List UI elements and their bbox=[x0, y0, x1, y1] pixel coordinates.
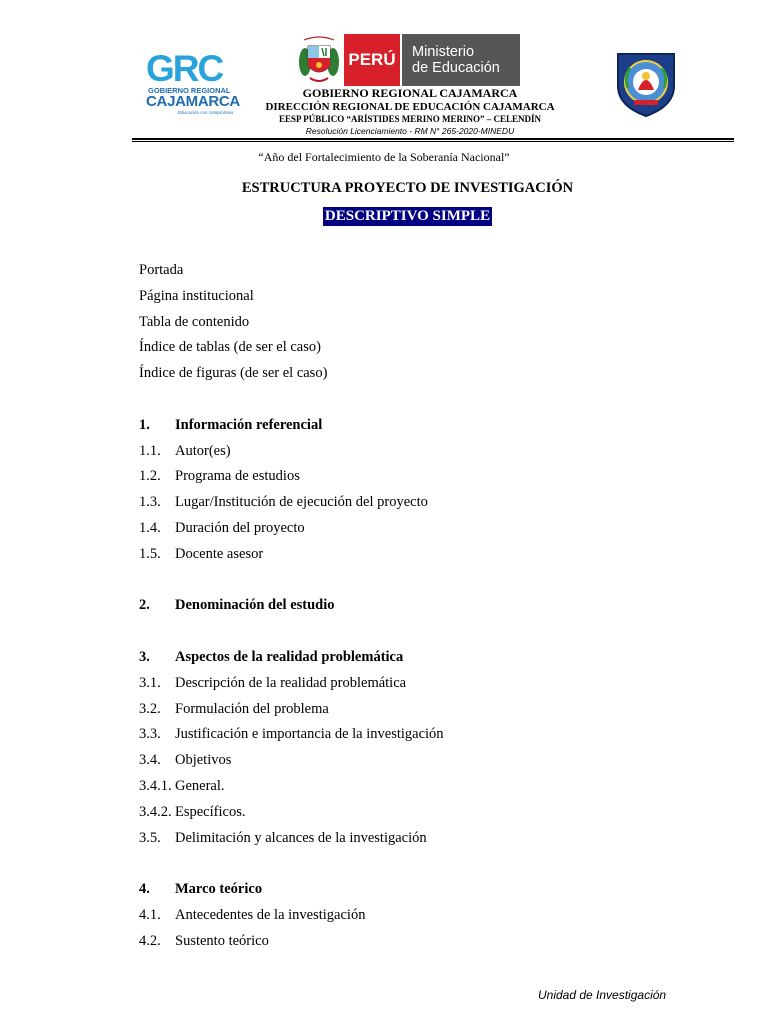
subsection-item bbox=[139, 905, 699, 931]
subsection-item bbox=[139, 802, 699, 828]
subsection-number: 1.2. bbox=[139, 468, 161, 485]
subsection-item bbox=[139, 673, 699, 699]
ministry-label bbox=[402, 34, 520, 86]
subsection-number: 3.1. bbox=[139, 674, 161, 691]
subsection-text: Duración del proyecto bbox=[175, 519, 305, 536]
subsection-number: 3.2. bbox=[139, 700, 161, 717]
subsection-text: Docente asesor bbox=[175, 545, 264, 562]
ministry-banner bbox=[296, 34, 520, 86]
front-matter-text: Índice de figuras (de ser el caso) bbox=[139, 365, 328, 382]
section-number: 1. bbox=[139, 416, 150, 433]
section-number: 2. bbox=[139, 597, 150, 614]
subsection-number: 1.3. bbox=[139, 494, 161, 511]
subsection-item bbox=[139, 828, 699, 854]
subsection-item bbox=[139, 931, 699, 957]
grc-logo-line2: CAJAMARCA bbox=[146, 93, 240, 110]
front-matter-text: Portada bbox=[139, 262, 184, 278]
header-divider bbox=[132, 138, 734, 140]
spacer bbox=[139, 389, 699, 415]
header-divider-thin bbox=[132, 141, 734, 142]
year-motto: “Año del Fortalecimiento de la Soberanía Nacional” bbox=[258, 150, 510, 164]
front-matter-item bbox=[139, 286, 699, 312]
subsection-number: 1.5. bbox=[139, 545, 161, 562]
subsection-item bbox=[139, 544, 699, 570]
front-matter-item bbox=[139, 363, 699, 389]
document-subtitle-wrap bbox=[0, 207, 768, 226]
subsection-text: Específicos. bbox=[175, 803, 246, 820]
subsection-text: Lugar/Institución de ejecución del proyecto bbox=[175, 494, 428, 511]
institution-line-1: GOBIERNO REGIONAL CAJAMARCA bbox=[302, 86, 518, 100]
subsection-text: Descripción de la realidad problemática bbox=[175, 674, 407, 691]
ministry-label-line1: Ministerio bbox=[412, 44, 475, 60]
subsection-item bbox=[139, 441, 699, 467]
section-title: Aspectos de la realidad problemática bbox=[175, 648, 404, 665]
subsection-item bbox=[139, 776, 699, 802]
subsection-number: 3.3. bbox=[139, 726, 161, 743]
subsection-number: 3.4. bbox=[139, 752, 161, 769]
section-heading bbox=[139, 879, 699, 905]
subsection-item bbox=[139, 750, 699, 776]
structure-outline bbox=[139, 260, 699, 957]
subsection-text: General. bbox=[175, 777, 225, 794]
subsection-number: 4.1. bbox=[139, 906, 161, 923]
front-matter-text: Página institucional bbox=[139, 287, 254, 304]
subsection-text: Formulación del problema bbox=[175, 700, 329, 717]
subsection-number: 1.1. bbox=[139, 442, 161, 459]
front-matter-text: Índice de tablas (de ser el caso) bbox=[139, 339, 321, 356]
subsection-number: 3.4.1. bbox=[139, 777, 172, 794]
section-heading bbox=[139, 595, 699, 621]
subsection-number: 4.2. bbox=[139, 932, 161, 949]
section-number: 4. bbox=[139, 881, 150, 898]
section-title: Información referencial bbox=[175, 416, 323, 433]
subsection-text: Delimitación y alcances de la investigación bbox=[175, 829, 427, 846]
section-heading bbox=[139, 415, 699, 441]
school-emblem-icon bbox=[614, 48, 678, 118]
subsection-item bbox=[139, 466, 699, 492]
subsection-text: Autor(es) bbox=[175, 442, 231, 459]
grc-logo-tagline: Educación con compromiso bbox=[178, 110, 234, 115]
institution-line-2: DIRECCIÓN REGIONAL DE EDUCACIÓN CAJAMARCA bbox=[265, 101, 555, 113]
front-matter-item bbox=[139, 312, 699, 338]
front-matter-item bbox=[139, 260, 699, 286]
section-heading bbox=[139, 647, 699, 673]
institution-resolution: Resolución Licenciamiento - RM N° 265-2020-MINEDU bbox=[305, 126, 515, 136]
subsection-text: Programa de estudios bbox=[175, 468, 300, 485]
subsection-number: 3.4.2. bbox=[139, 803, 172, 820]
spacer bbox=[139, 621, 699, 647]
subsection-number: 1.4. bbox=[139, 519, 161, 536]
spacer bbox=[139, 853, 699, 879]
subsection-number: 3.5. bbox=[139, 829, 161, 846]
subsection-text: Antecedentes de la investigación bbox=[175, 906, 366, 923]
front-matter-text: Tabla de contenido bbox=[139, 313, 250, 330]
subsection-item bbox=[139, 518, 699, 544]
subsection-item bbox=[139, 492, 699, 518]
subsection-text: Objetivos bbox=[175, 752, 232, 769]
document-subtitle: DESCRIPTIVO SIMPLE bbox=[324, 208, 491, 224]
page-footer: Unidad de Investigación bbox=[538, 988, 667, 1002]
ministry-label-line2: de Educación bbox=[412, 60, 500, 76]
front-matter-item bbox=[139, 337, 699, 363]
section-title: Marco teórico bbox=[175, 881, 263, 898]
subsection-text: Justificación e importancia de la investigación bbox=[175, 726, 444, 743]
subsection-item bbox=[139, 699, 699, 725]
document-title: ESTRUCTURA PROYECTO DE INVESTIGACIÓN bbox=[241, 180, 574, 196]
grc-logo-letters: GRC bbox=[146, 48, 223, 89]
institution-line-3: EESP PÚBLICO “ARÍSTIDES MERINO MERINO” – CELENDÍN bbox=[278, 114, 542, 124]
section-number: 3. bbox=[139, 648, 150, 665]
subsection-text: Sustento teórico bbox=[175, 932, 269, 949]
peru-label: PERÚ bbox=[344, 34, 400, 86]
section-title: Denominación del estudio bbox=[175, 597, 335, 614]
subsection-item bbox=[139, 724, 699, 750]
spacer bbox=[139, 570, 699, 596]
peru-coat-of-arms-icon bbox=[296, 34, 342, 86]
grc-logo-line1: GOBIERNO REGIONAL bbox=[148, 86, 231, 95]
